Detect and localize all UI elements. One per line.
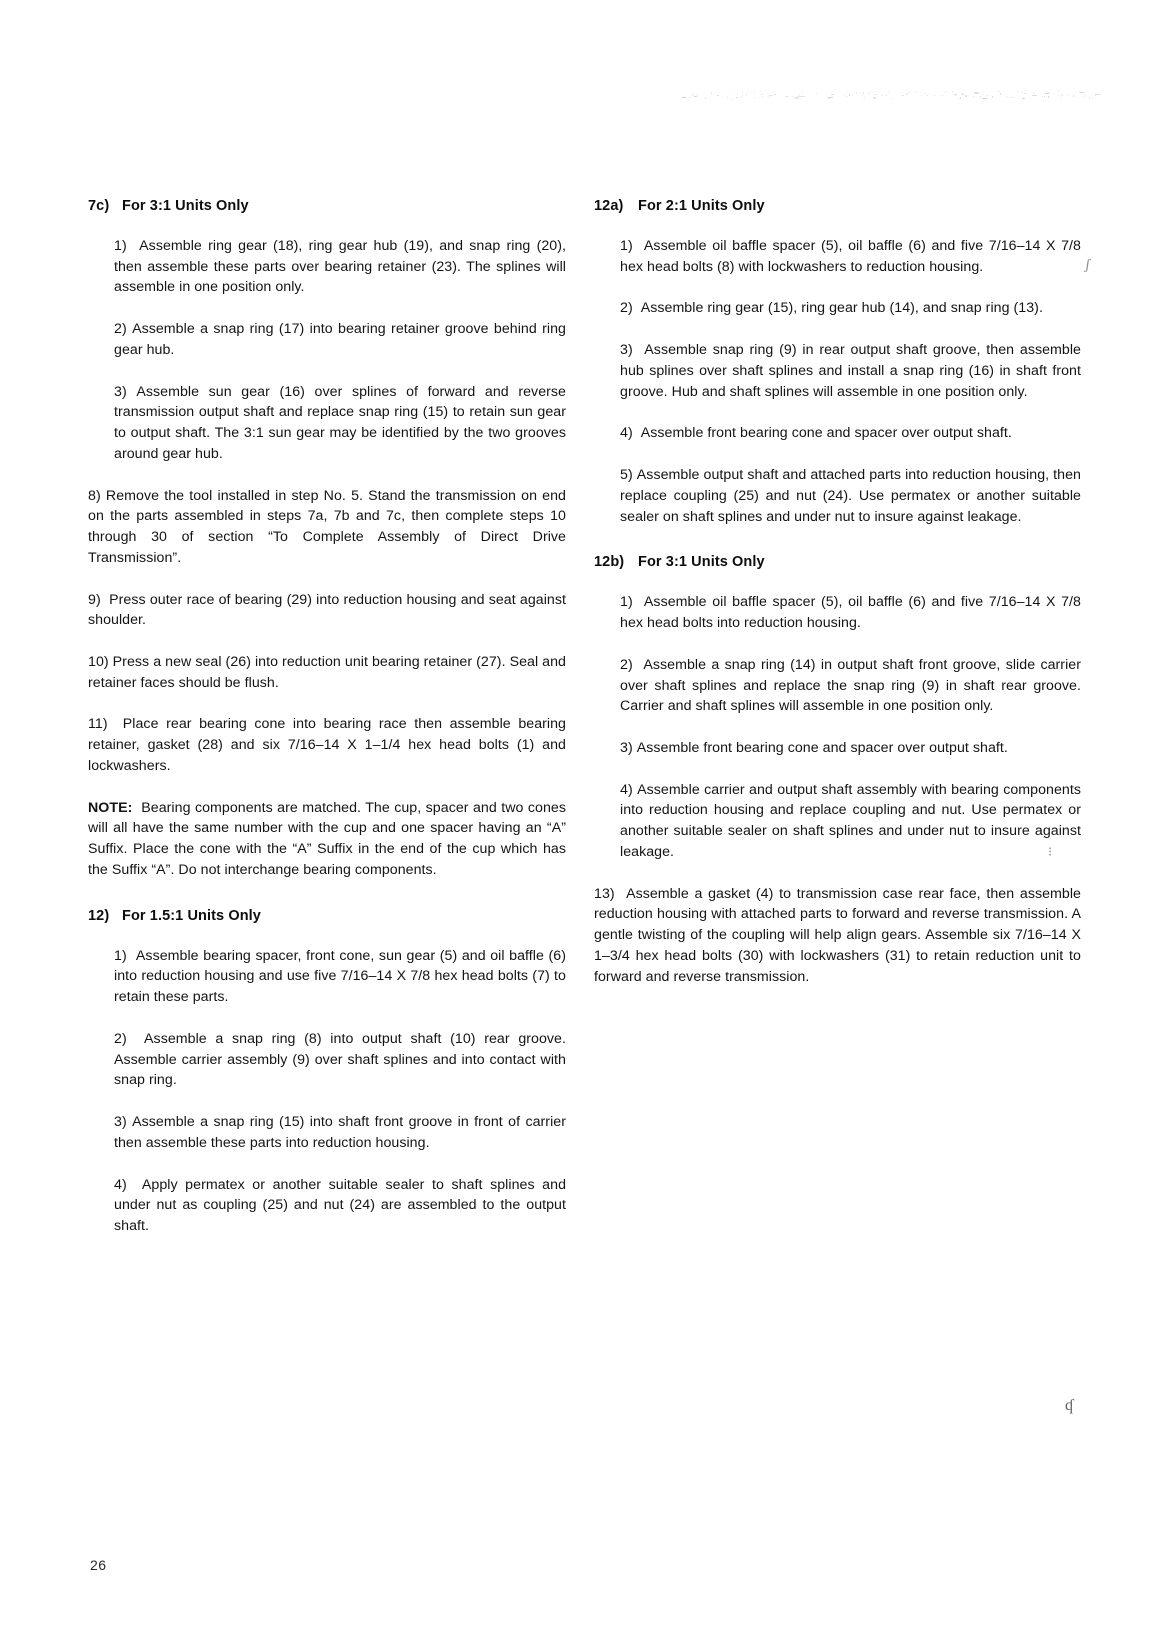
margin-scan-mark: ⁝ [1048, 844, 1053, 859]
list-item [620, 423, 1081, 444]
item-text: Assemble oil baffle spacer (5), oil baffle (6) and five 7/16–14 X 7/8 hex head bolts (8) with lockwashers to reduction housing. [620, 238, 1081, 275]
item-lead: 4) [620, 425, 633, 442]
list-item [114, 382, 566, 465]
page-number: 26 [90, 1557, 107, 1573]
step-paragraph [88, 590, 566, 631]
section-number: 12) [88, 907, 110, 924]
item-lead: 3) [620, 342, 633, 359]
section-title: For 3:1 Units Only [122, 198, 249, 214]
step-text: Press a new seal (26) into reduction unit bearing retainer (27). Seal and retainer faces should be flush. [88, 654, 566, 691]
item-lead: 1) [114, 238, 127, 254]
list-item [114, 236, 566, 298]
step-text: Press outer race of bearing (29) into reduction housing and seat against shoulder. [88, 591, 567, 629]
section-heading-12 [88, 908, 566, 924]
step-paragraph [88, 652, 566, 693]
list-item [620, 655, 1081, 717]
section-number: 12b) [594, 554, 625, 571]
list-item [114, 1029, 566, 1091]
step-paragraph [88, 714, 566, 776]
margin-scan-mark: ʃ [1083, 256, 1092, 274]
step-text: Assemble a gasket (4) to transmission case rear face, then assemble reduction housing with attached parts to forward and reverse transmission. A gentle twisting of the coupling will help align gears. Assemble six 7/16–14 X 1–3/4 hex head bolts (30) with lockwashers (31) to retain reduction unit to forward and reverse transmission. [594, 885, 1082, 985]
item-lead: 2) [114, 1030, 127, 1047]
step-lead: 10) [88, 654, 109, 671]
item-text: Assemble a snap ring (8) into output shaft (10) rear groove. Assemble carrier assembly (9) over shaft splines and into contact with snap ring. [114, 1030, 566, 1089]
item-lead: 1) [620, 238, 633, 254]
item-lead: 3) [114, 1114, 127, 1131]
step-paragraph [594, 884, 1081, 988]
item-lead: 3) [620, 740, 633, 757]
item-lead: 3) [114, 383, 127, 400]
section-heading-12a [594, 198, 1081, 214]
list-item [620, 738, 1081, 759]
item-lead: 1) [620, 594, 633, 611]
item-text: Assemble a snap ring (14) in output shaft front groove, slide carrier over shaft splines and replace the snap ring (9) in shaft rear groove. Carrier and shaft splines will assemble in one position only. [620, 656, 1082, 715]
item-lead: 4) [620, 781, 633, 798]
list-item [114, 1112, 566, 1153]
item-text: Assemble front bearing cone and spacer over output shaft. [640, 425, 1012, 442]
item-text: Assemble ring gear (18), ring gear hub (19), and snap ring (20), then assemble these parts over bearing retainer (23). The splines will assemble in one position only. [114, 238, 566, 296]
item-text: Apply permatex or another suitable sealer to shaft splines and under nut as coupling (25) and nut (24) are assembled to the output shaft. [114, 1176, 567, 1234]
item-lead: 2) [114, 321, 127, 338]
item-text: Assemble a snap ring (15) into shaft front groove in front of carrier then assemble these parts into reduction housing. [114, 1114, 567, 1151]
list-item [114, 1175, 566, 1237]
list-item [620, 236, 1081, 277]
step-text: Place rear bearing cone into bearing race then assemble bearing retainer, gasket (28) and six 7/16–14 X 1–1/4 hex head bolts (1) and lockwashers. [88, 716, 567, 774]
item-text: Assemble oil baffle spacer (5), oil baffle (6) and five 7/16–14 X 7/8 hex head bolts into reduction housing. [620, 594, 1081, 632]
list-item [620, 465, 1081, 527]
note-lead: NOTE: [88, 799, 133, 816]
list-item [620, 780, 1081, 863]
section-number: 7c) [88, 198, 110, 214]
section-heading-7c [88, 198, 566, 214]
item-lead: 1) [114, 947, 127, 964]
item-lead: 4) [114, 1176, 127, 1193]
left-column [88, 198, 566, 1237]
item-text: Assemble snap ring (9) in rear output shaft groove, then assemble hub splines over shaft splines and install a snap ring (16) in shaft front groove. Hub and shaft splines will assemble in one position only. [620, 342, 1081, 400]
scan-noise-band [540, 88, 1100, 102]
item-lead: 2) [620, 300, 633, 317]
section-title: For 1.5:1 Units Only [122, 907, 261, 924]
item-text: Assemble sun gear (16) over splines of forward and reverse transmission output shaft and replace snap ring (15) to retain sun gear to output shaft. The 3:1 sun gear may be identified by the two grooves around gear hub. [114, 383, 566, 462]
section-title: For 3:1 Units Only [638, 554, 765, 571]
item-text: Assemble bearing spacer, front cone, sun gear (5) and oil baffle (6) into reduction housing and use five 7/16–14 X 7/8 hex head bolts (7) to retain these parts. [114, 947, 566, 1006]
margin-scan-mark: ʠ [1065, 1397, 1073, 1414]
step-lead: 8) [88, 487, 101, 504]
item-lead: 2) [620, 656, 633, 673]
list-item [114, 946, 566, 1008]
step-lead: 11) [88, 716, 108, 733]
item-text: Assemble carrier and output shaft assembly with bearing components into reduction housing and replace coupling and nut. Use permatex or another suitable sealer on shaft splines and under nut to insure against leakage. [620, 781, 1081, 860]
step-lead: 13) [594, 885, 615, 902]
right-column [594, 198, 1081, 1237]
step-text: Remove the tool installed in step No. 5. Stand the transmission on end on the parts assembled in steps 7a, 7b and 7c, then complete steps 10 through 30 of section “To Complete Assembly of Direct Drive Transmission”. [88, 487, 566, 566]
list-item [620, 340, 1081, 402]
note-paragraph [88, 798, 566, 881]
list-item [620, 298, 1081, 319]
item-text: Assemble front bearing cone and spacer over output shaft. [636, 740, 1008, 757]
item-text: Assemble ring gear (15), ring gear hub (14), and snap ring (13). [640, 300, 1043, 317]
section-number: 12a) [594, 198, 624, 214]
list-item [114, 319, 566, 360]
note-text: Bearing components are matched. The cup, spacer and two cones will all have the same number with the cup and one spacer having an “A” Suffix. Place the cone with the “A” Suffix in the end of the cup which has the Suffix “A”. Do not interchange bearing components. [88, 799, 567, 878]
section-heading-12b [594, 554, 1081, 570]
item-lead: 5) [620, 467, 633, 484]
item-text: Assemble output shaft and attached parts into reduction housing, then replace coupling (25) and nut (24). Use permatex or another suitable sealer on shaft splines and under nut to insure against leakage. [620, 467, 1081, 525]
list-item [620, 592, 1081, 633]
section-title: For 2:1 Units Only [638, 198, 765, 214]
item-text: Assemble a snap ring (17) into bearing retainer groove behind ring gear hub. [114, 321, 566, 358]
step-paragraph [88, 486, 566, 569]
page-body [0, 198, 1157, 1237]
step-lead: 9) [88, 591, 101, 608]
